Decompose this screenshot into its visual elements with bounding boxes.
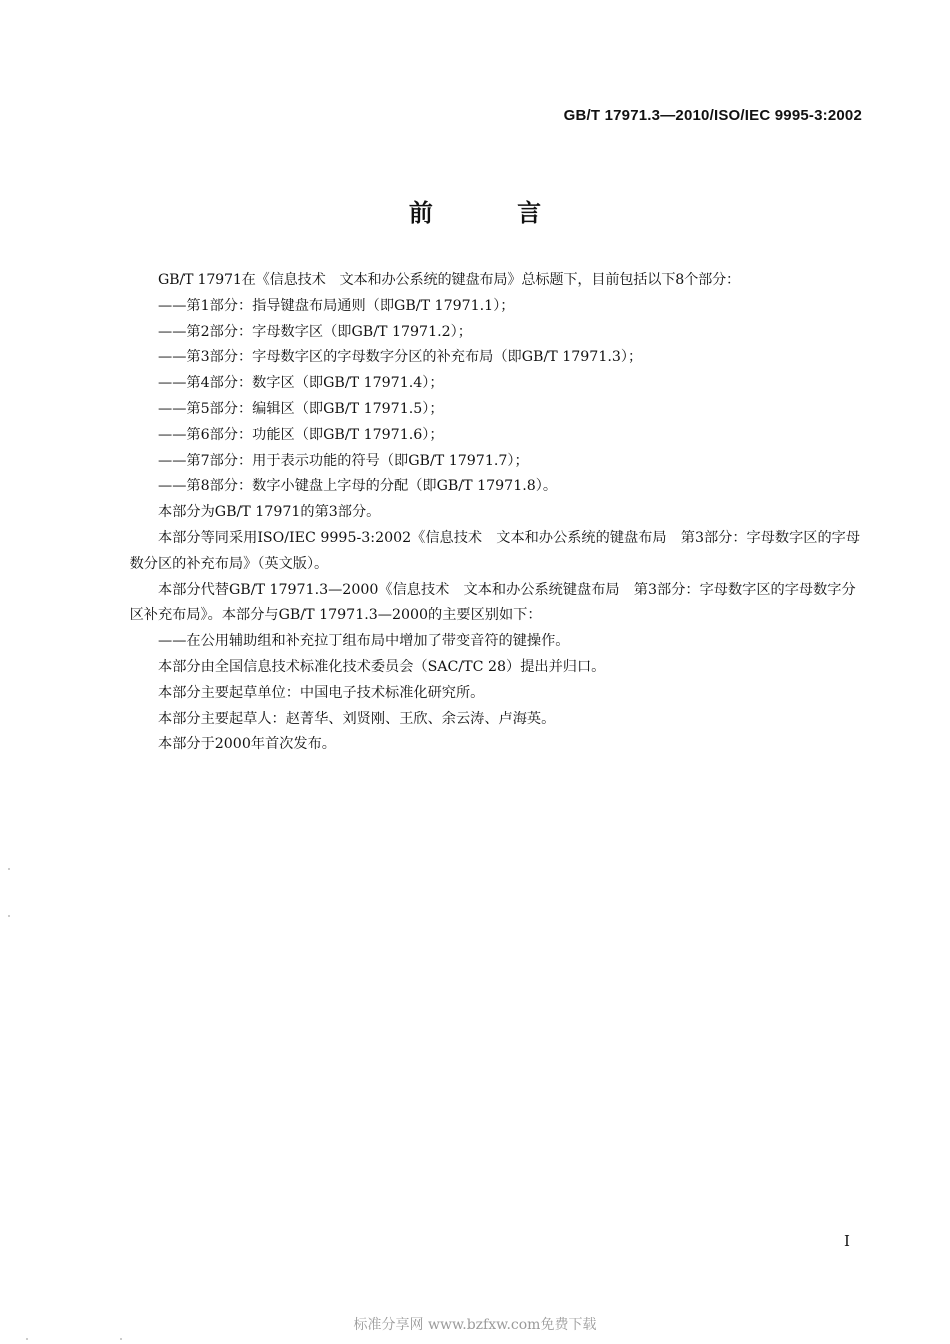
page-title: 前 言 <box>408 199 580 227</box>
this-part-paragraph: 本部分为GB/T 17971的第3部分。 <box>158 504 381 521</box>
first-issue-paragraph: 本部分于2000年首次发布。 <box>158 736 336 753</box>
part-item: ——第4部分：数字区（即GB/T 17971.4）； <box>158 375 444 392</box>
watermark-text: 标准分享网 www.bzfxw.com免费下载 <box>353 1317 597 1333</box>
scan-speck <box>8 915 10 917</box>
part-item: ——第7部分：用于表示功能的符号（即GB/T 17971.7）； <box>158 452 529 469</box>
part-item: ——第3部分：字母数字区的字母数字分区的补充布局（即GB/T 17971.3）； <box>158 349 643 366</box>
scan-speck <box>8 868 10 870</box>
foreword-body <box>129 268 864 758</box>
intro-paragraph: GB/T 17971在《信息技术 文本和办公系统的键盘布局》总标题下，目前包括以下8个部分： <box>158 272 741 288</box>
scan-speck <box>120 1338 122 1340</box>
part-item: ——第6部分：功能区（即GB/T 17971.6）； <box>158 426 444 443</box>
part-item: ——第5部分：编辑区（即GB/T 17971.5）； <box>158 400 444 417</box>
standard-code: GB/T 17971.3—2010/ISO/IEC 9995-3:2002 <box>563 107 862 124</box>
replaces-paragraph: 本部分代替GB/T 17971.3—2000《信息技术 文本和办公系统键盘布局 第3部分：字母数字区的字母数字分区补充布局》。本部分与GB/T 17971.3—2000的主要区别如下： <box>129 581 856 624</box>
change-item: ——在公用辅助组和补充拉丁组布局中增加了带变音符的键操作。 <box>158 633 570 650</box>
part-item: ——第1部分：指导键盘布局通则（即GB/T 17971.1）； <box>158 297 515 314</box>
page-number: I <box>844 1232 850 1250</box>
drafters-paragraph: 本部分主要起草人：赵菁华、刘贤刚、王欣、余云涛、卢海英。 <box>158 710 556 727</box>
proposed-by-paragraph: 本部分由全国信息技术标准化技术委员会（SAC/TC 28）提出并归口。 <box>158 658 606 675</box>
adoption-paragraph: 本部分等同采用ISO/IEC 9995-3:2002《信息技术 文本和办公系统的键盘布局 第3部分：字母数字区的字母数分区的补充布局》（英文版）。 <box>129 529 861 572</box>
scan-speck <box>26 1338 28 1340</box>
part-item: ——第8部分：数字小键盘上字母的分配（即GB/T 17971.8）。 <box>158 478 558 495</box>
drafting-unit-paragraph: 本部分主要起草单位：中国电子技术标准化研究所。 <box>158 684 485 701</box>
part-item: ——第2部分：字母数字区（即GB/T 17971.2）； <box>158 323 472 340</box>
